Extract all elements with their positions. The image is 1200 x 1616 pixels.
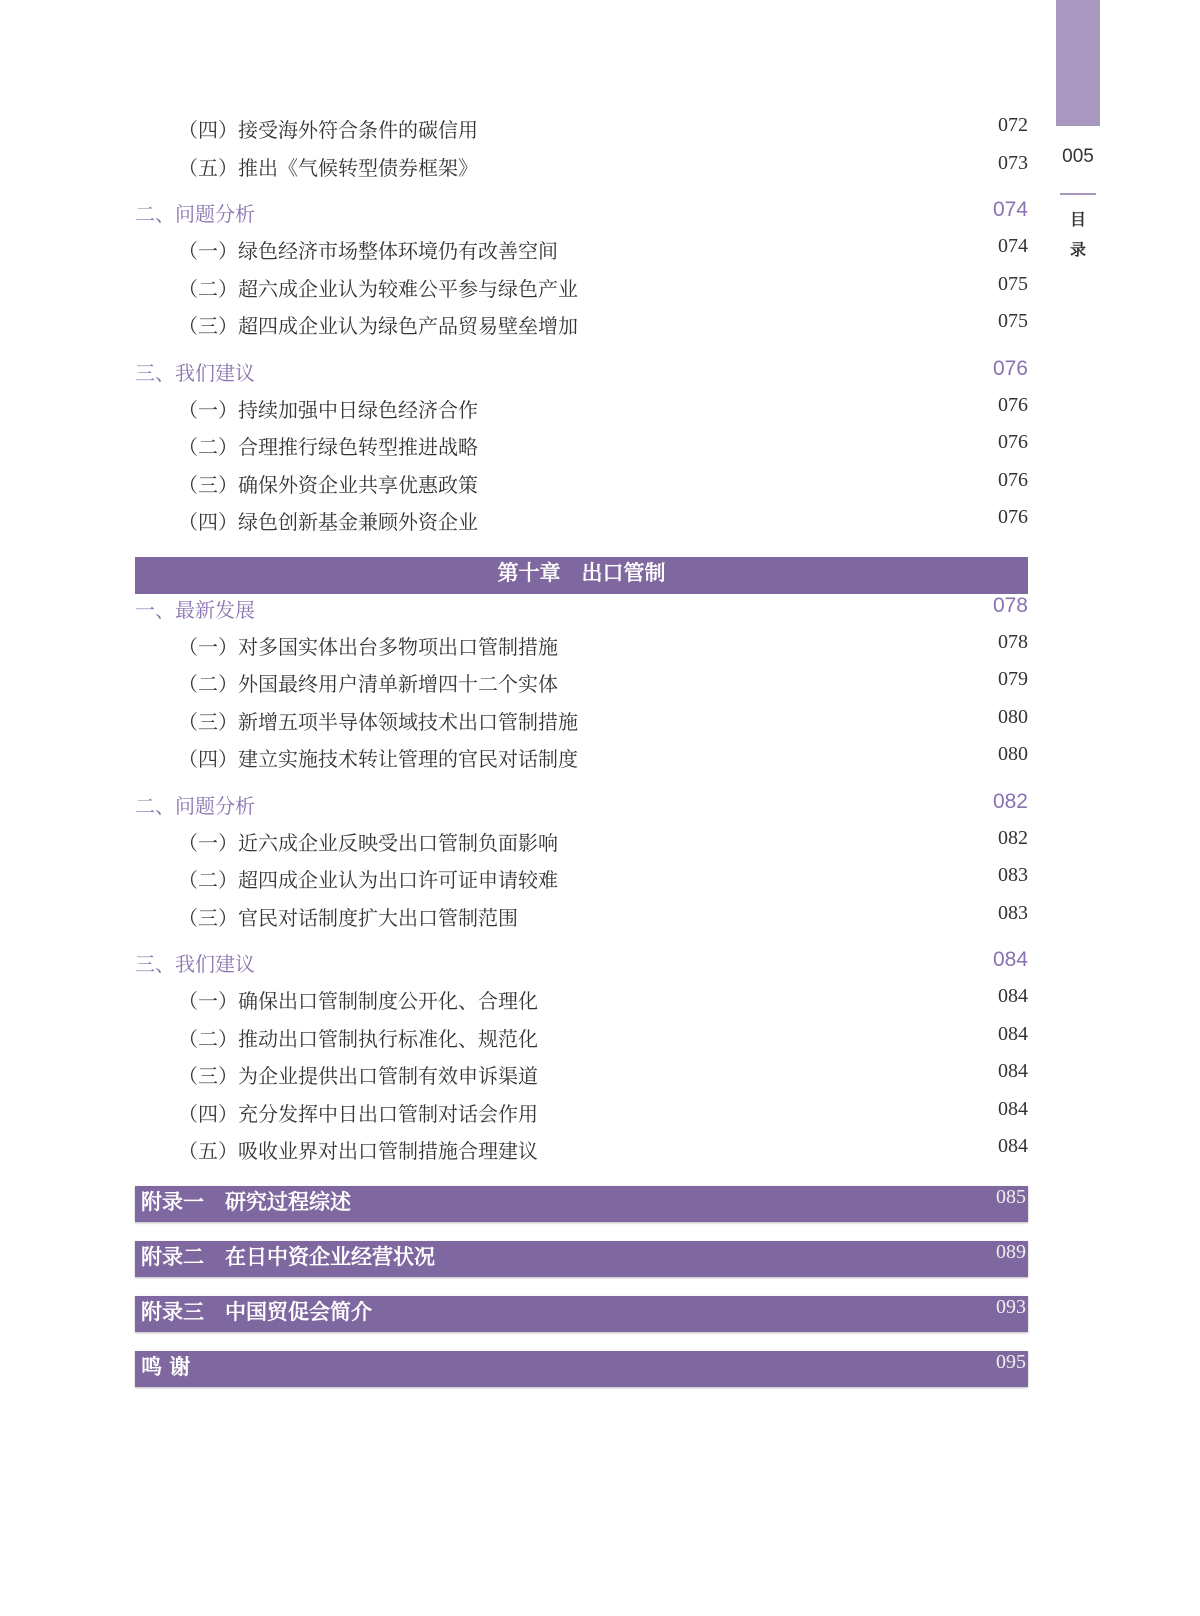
entry-title: （五）推出《气候转型债券框架》 [178, 155, 478, 180]
entry-title: （一）近六成企业反映受出口管制负面影响 [178, 830, 558, 855]
entry-title: 第十章 出口管制 [497, 560, 666, 585]
entry-title: 三、我们建议 [135, 360, 255, 385]
section-entry[interactable] [135, 357, 1028, 394]
entry-page-number: 073 [998, 151, 1028, 174]
toc-entry[interactable] [135, 394, 1028, 432]
entry-page-number: 083 [998, 864, 1028, 886]
toc-entry[interactable] [135, 864, 1028, 902]
table-of-contents [135, 114, 1028, 1387]
entry-title: （二）合理推行绿色转型推进战略 [178, 435, 478, 459]
section-entry[interactable] [135, 594, 1028, 631]
entry-title: （二）外国最终用户清单新增四十二个实体 [178, 672, 558, 696]
chapter-tab [1056, 0, 1100, 126]
entry-title: 鸣 谢 [141, 1354, 191, 1379]
entry-title: 附录一 研究过程综述 [141, 1189, 351, 1214]
entry-page-number: 079 [998, 668, 1028, 690]
entry-page-number: 072 [998, 114, 1028, 136]
entry-title: （一）确保出口管制制度公开化、合理化 [178, 989, 538, 1013]
appendix-entry[interactable] [135, 1186, 1028, 1222]
toc-entry[interactable] [135, 506, 1028, 544]
entry-title: （四）建立实施技术转让管理的官民对话制度 [178, 747, 578, 771]
entry-title: （一）绿色经济市场整体环境仍有改善空间 [178, 239, 558, 263]
entry-page-number: 084 [998, 1060, 1028, 1082]
toc-entry[interactable] [135, 114, 1028, 152]
divider [1060, 193, 1096, 195]
toc-entry[interactable] [135, 469, 1028, 507]
entry-page-number: 089 [996, 1240, 1026, 1263]
entry-page-number: 093 [996, 1295, 1026, 1318]
entry-title: （四）绿色创新基金兼顾外资企业 [178, 510, 478, 534]
toc-entry[interactable] [135, 431, 1028, 469]
appendix-entry[interactable] [135, 1351, 1028, 1387]
toc-entry[interactable] [135, 152, 1028, 190]
entry-page-number: 082 [998, 826, 1028, 849]
appendix-entry[interactable] [135, 1296, 1028, 1332]
entry-title: （三）确保外资企业共享优惠政策 [178, 472, 478, 497]
section-entry[interactable] [135, 198, 1028, 235]
entry-page-number: 085 [996, 1185, 1026, 1208]
entry-page-number: 076 [998, 393, 1028, 416]
toc-entry[interactable] [135, 1098, 1028, 1136]
entry-title: （二）超四成企业认为出口许可证申请较难 [178, 868, 558, 892]
chapter-heading[interactable] [135, 557, 1028, 594]
entry-page-number: 075 [998, 310, 1028, 332]
entry-title: （四）充分发挥中日出口管制对话会作用 [178, 1101, 538, 1126]
entry-title: （三）为企业提供出口管制有效申诉渠道 [178, 1064, 538, 1088]
toc-entry[interactable] [135, 743, 1028, 781]
toc-entry[interactable] [135, 706, 1028, 744]
entry-title: 二、问题分析 [135, 793, 255, 818]
entry-page-number: 076 [998, 431, 1028, 453]
section-entry[interactable] [135, 790, 1028, 827]
entry-page-number: 074 [992, 198, 1028, 221]
entry-title: （四）接受海外符合条件的碳信用 [178, 118, 478, 142]
entry-title: 附录二 在日中资企业经营状况 [141, 1244, 435, 1269]
toc-entry[interactable] [135, 273, 1028, 311]
toc-entry[interactable] [135, 1023, 1028, 1061]
entry-title: 二、问题分析 [135, 202, 255, 226]
entry-page-number: 074 [998, 235, 1028, 257]
toc-entry[interactable] [135, 235, 1028, 273]
entry-title: （三）超四成企业认为绿色产品贸易壁垒增加 [178, 314, 578, 338]
entry-page-number: 084 [998, 1135, 1028, 1157]
entry-title: 三、我们建议 [135, 952, 255, 976]
entry-page-number: 080 [998, 743, 1028, 765]
appendix-entry[interactable] [135, 1241, 1028, 1277]
entry-title: （一）对多国实体出台多物项出口管制措施 [178, 634, 558, 659]
toc-entry[interactable] [135, 827, 1028, 865]
entry-page-number: 095 [996, 1350, 1026, 1373]
entry-page-number: 082 [992, 789, 1028, 813]
entry-title: （五）吸收业界对出口管制措施合理建议 [178, 1139, 538, 1163]
entry-page-number: 084 [998, 985, 1028, 1007]
toc-entry[interactable] [135, 631, 1028, 669]
entry-page-number: 080 [998, 705, 1028, 728]
section-label-char: 目 [1069, 210, 1086, 229]
entry-page-number: 076 [992, 356, 1028, 380]
toc-entry[interactable] [135, 1060, 1028, 1098]
entry-page-number: 076 [998, 468, 1028, 491]
entry-page-number: 084 [992, 948, 1028, 971]
section-entry[interactable] [135, 948, 1028, 985]
entry-title: 附录三 中国贸促会简介 [141, 1299, 372, 1324]
entry-title: （二）推动出口管制执行标准化、规范化 [178, 1026, 538, 1051]
entry-page-number: 084 [998, 1097, 1028, 1120]
entry-page-number: 078 [998, 630, 1028, 653]
entry-page-number: 076 [998, 506, 1028, 528]
toc-entry[interactable] [135, 668, 1028, 706]
entry-title: 一、最新发展 [135, 597, 255, 622]
toc-entry[interactable] [135, 1135, 1028, 1173]
entry-page-number: 078 [992, 593, 1028, 617]
entry-page-number: 075 [998, 272, 1028, 295]
entry-page-number: 084 [998, 1022, 1028, 1045]
toc-entry[interactable] [135, 310, 1028, 348]
entry-title: （三）官民对话制度扩大出口管制范围 [178, 905, 518, 930]
entry-page-number: 083 [998, 901, 1028, 924]
entry-title: （一）持续加强中日绿色经济合作 [178, 397, 478, 422]
toc-entry[interactable] [135, 985, 1028, 1023]
section-label [1066, 205, 1090, 265]
entry-title: （二）超六成企业认为较难公平参与绿色产业 [178, 276, 578, 301]
section-label-char: 录 [1069, 240, 1086, 259]
page-number: 005 [1062, 146, 1094, 167]
entry-title: （三）新增五项半导体领域技术出口管制措施 [178, 709, 578, 734]
toc-entry[interactable] [135, 902, 1028, 940]
